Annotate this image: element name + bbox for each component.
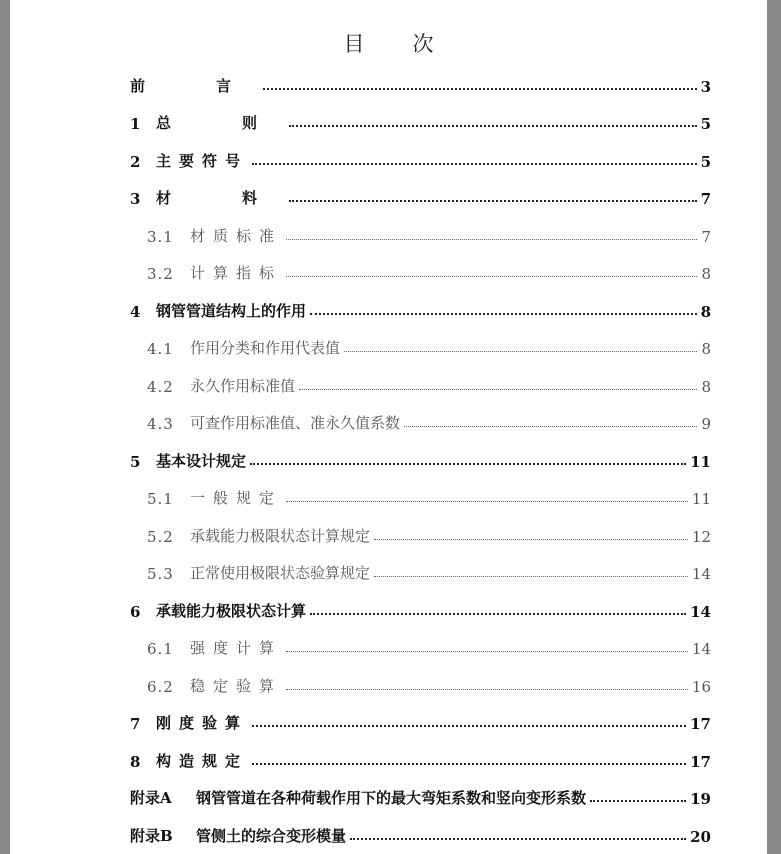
page-title: [10, 28, 767, 58]
toc-entry-number: 4: [130, 303, 141, 321]
toc-entry-number: 5: [130, 453, 141, 471]
toc-leader-dots: [289, 200, 697, 202]
toc-entry-page: 9: [701, 415, 711, 433]
toc-entry-page: 5: [700, 153, 711, 171]
toc-entry-4-2[interactable]: [130, 370, 711, 396]
toc-entry-number: 8: [130, 753, 141, 771]
toc-entry-number: 5.3: [147, 565, 174, 583]
toc-entry-6-2[interactable]: [130, 670, 711, 696]
toc-entry-number: 附录B: [130, 827, 173, 845]
toc-entry-number: 3.2: [147, 265, 174, 283]
toc-entry-label: 计算指标: [190, 264, 283, 282]
toc-entry-number: 6.1: [147, 640, 174, 658]
toc-leader-dots: [310, 313, 697, 315]
toc-leader-dots: [404, 426, 697, 427]
toc-leader-dots: [286, 276, 697, 277]
toc-entry-ch5[interactable]: [130, 445, 711, 471]
toc-entry-number: 4.3: [147, 415, 174, 433]
toc-entry-number: 4.2: [147, 378, 174, 396]
toc-entry-4-3[interactable]: [130, 407, 711, 433]
toc-entry-ch7[interactable]: [130, 707, 711, 733]
toc-entry-label: 可查作用标准值、准永久值系数: [190, 414, 401, 432]
toc-entry-label: 前 言: [130, 77, 260, 95]
toc-entry-page: 14: [690, 603, 711, 621]
toc-entry-page: 14: [691, 565, 711, 583]
toc-entry-number: 6: [130, 603, 141, 621]
toc-leader-dots: [252, 163, 697, 165]
toc-entry-ch4[interactable]: [130, 295, 711, 321]
toc-entry-number: 5.2: [147, 528, 174, 546]
toc-entry-5-2[interactable]: [130, 520, 711, 546]
toc-entry-number: 3.1: [147, 228, 174, 246]
toc-entry-preface[interactable]: [130, 70, 711, 96]
toc-entry-label: 钢管管道结构上的作用: [156, 302, 307, 320]
toc-entry-label: 正常使用极限状态验算规定: [190, 564, 371, 582]
toc-leader-dots: [344, 351, 697, 352]
toc-entry-label: 作用分类和作用代表值: [190, 339, 341, 357]
toc-entry-label: 构造规定: [156, 752, 249, 770]
title-char-2: 次: [412, 32, 434, 56]
toc-entry-page: 17: [690, 753, 711, 771]
toc-entry-page: 8: [701, 378, 711, 396]
toc-entry-3-2[interactable]: [130, 257, 711, 283]
toc-entry-ch1[interactable]: [130, 107, 711, 133]
toc-entry-page: 3: [700, 78, 711, 96]
toc-entry-page: 11: [691, 490, 711, 508]
title-char-1: 目: [343, 32, 365, 56]
document-page: [10, 0, 767, 854]
toc-entry-label: 承载能力极限状态计算规定: [190, 527, 371, 545]
toc-entry-label: 刚度验算: [156, 714, 249, 732]
toc-entry-label: 钢管管道在各种荷载作用下的最大弯矩系数和竖向变形系数: [196, 789, 587, 807]
toc-leader-dots: [286, 651, 688, 652]
toc-leader-dots: [286, 689, 688, 690]
toc-leader-dots: [374, 539, 688, 540]
toc-entry-page: 11: [690, 453, 711, 471]
toc-leader-dots: [252, 763, 686, 765]
toc-entry-5-3[interactable]: [130, 557, 711, 583]
toc-leader-dots: [250, 463, 686, 465]
toc-entry-page: 7: [700, 190, 711, 208]
toc-entry-page: 8: [701, 340, 711, 358]
toc-entry-label: 基本设计规定: [156, 452, 247, 470]
toc-entry-page: 8: [700, 303, 711, 321]
toc-entry-appendix-b[interactable]: [130, 820, 711, 846]
toc-entry-page: 19: [690, 790, 711, 808]
toc-leader-dots: [286, 239, 697, 240]
toc-entry-label: 总 则: [156, 114, 286, 132]
toc-entry-number: 2: [130, 153, 141, 171]
toc-entry-6-1[interactable]: [130, 632, 711, 658]
toc-entry-ch2[interactable]: [130, 145, 711, 171]
toc-entry-page: 5: [700, 115, 711, 133]
toc-leader-dots: [374, 576, 688, 577]
toc-entry-page: 14: [691, 640, 711, 658]
toc-entry-label: 材 料: [156, 189, 286, 207]
toc-entry-ch6[interactable]: [130, 595, 711, 621]
toc-entry-label: 管侧土的综合变形模量: [196, 827, 347, 845]
toc-leader-dots: [350, 838, 686, 840]
toc-entry-label: 承载能力极限状态计算: [156, 602, 307, 620]
toc-entry-appendix-a[interactable]: [130, 782, 711, 808]
toc-leader-dots: [252, 725, 686, 727]
toc-leader-dots: [590, 800, 686, 802]
toc-leader-dots: [299, 389, 697, 390]
toc-entry-page: 20: [690, 828, 711, 846]
toc-leader-dots: [263, 88, 697, 90]
toc-entry-number: 5.1: [147, 490, 174, 508]
toc-entry-label: 一般规定: [190, 489, 283, 507]
toc-leader-dots: [286, 501, 688, 502]
toc-entry-label: 主要符号: [156, 152, 249, 170]
toc-entry-number: 4.1: [147, 340, 174, 358]
toc-entry-page: 12: [691, 528, 711, 546]
toc-entry-label: 强度计算: [190, 639, 283, 657]
toc-entry-5-1[interactable]: [130, 482, 711, 508]
toc-entry-page: 7: [701, 228, 711, 246]
toc-leader-dots: [310, 613, 686, 615]
toc-entry-label: 永久作用标准值: [190, 377, 296, 395]
toc-entry-number: 附录A: [130, 789, 172, 807]
toc-entry-ch3[interactable]: [130, 182, 711, 208]
toc-entry-number: 3: [130, 190, 141, 208]
toc-entry-4-1[interactable]: [130, 332, 711, 358]
toc-entry-page: 8: [701, 265, 711, 283]
toc-entry-page: 16: [691, 678, 711, 696]
toc-leader-dots: [289, 125, 697, 127]
toc-entry-number: 1: [130, 115, 141, 133]
toc-entry-label: 材质标准: [190, 227, 283, 245]
toc-entry-page: 17: [690, 715, 711, 733]
toc-entry-3-1[interactable]: [130, 220, 711, 246]
toc-entry-number: 6.2: [147, 678, 174, 696]
toc-entry-label: 稳定验算: [190, 677, 283, 695]
toc-entry-ch8[interactable]: [130, 745, 711, 771]
toc-entry-number: 7: [130, 715, 141, 733]
